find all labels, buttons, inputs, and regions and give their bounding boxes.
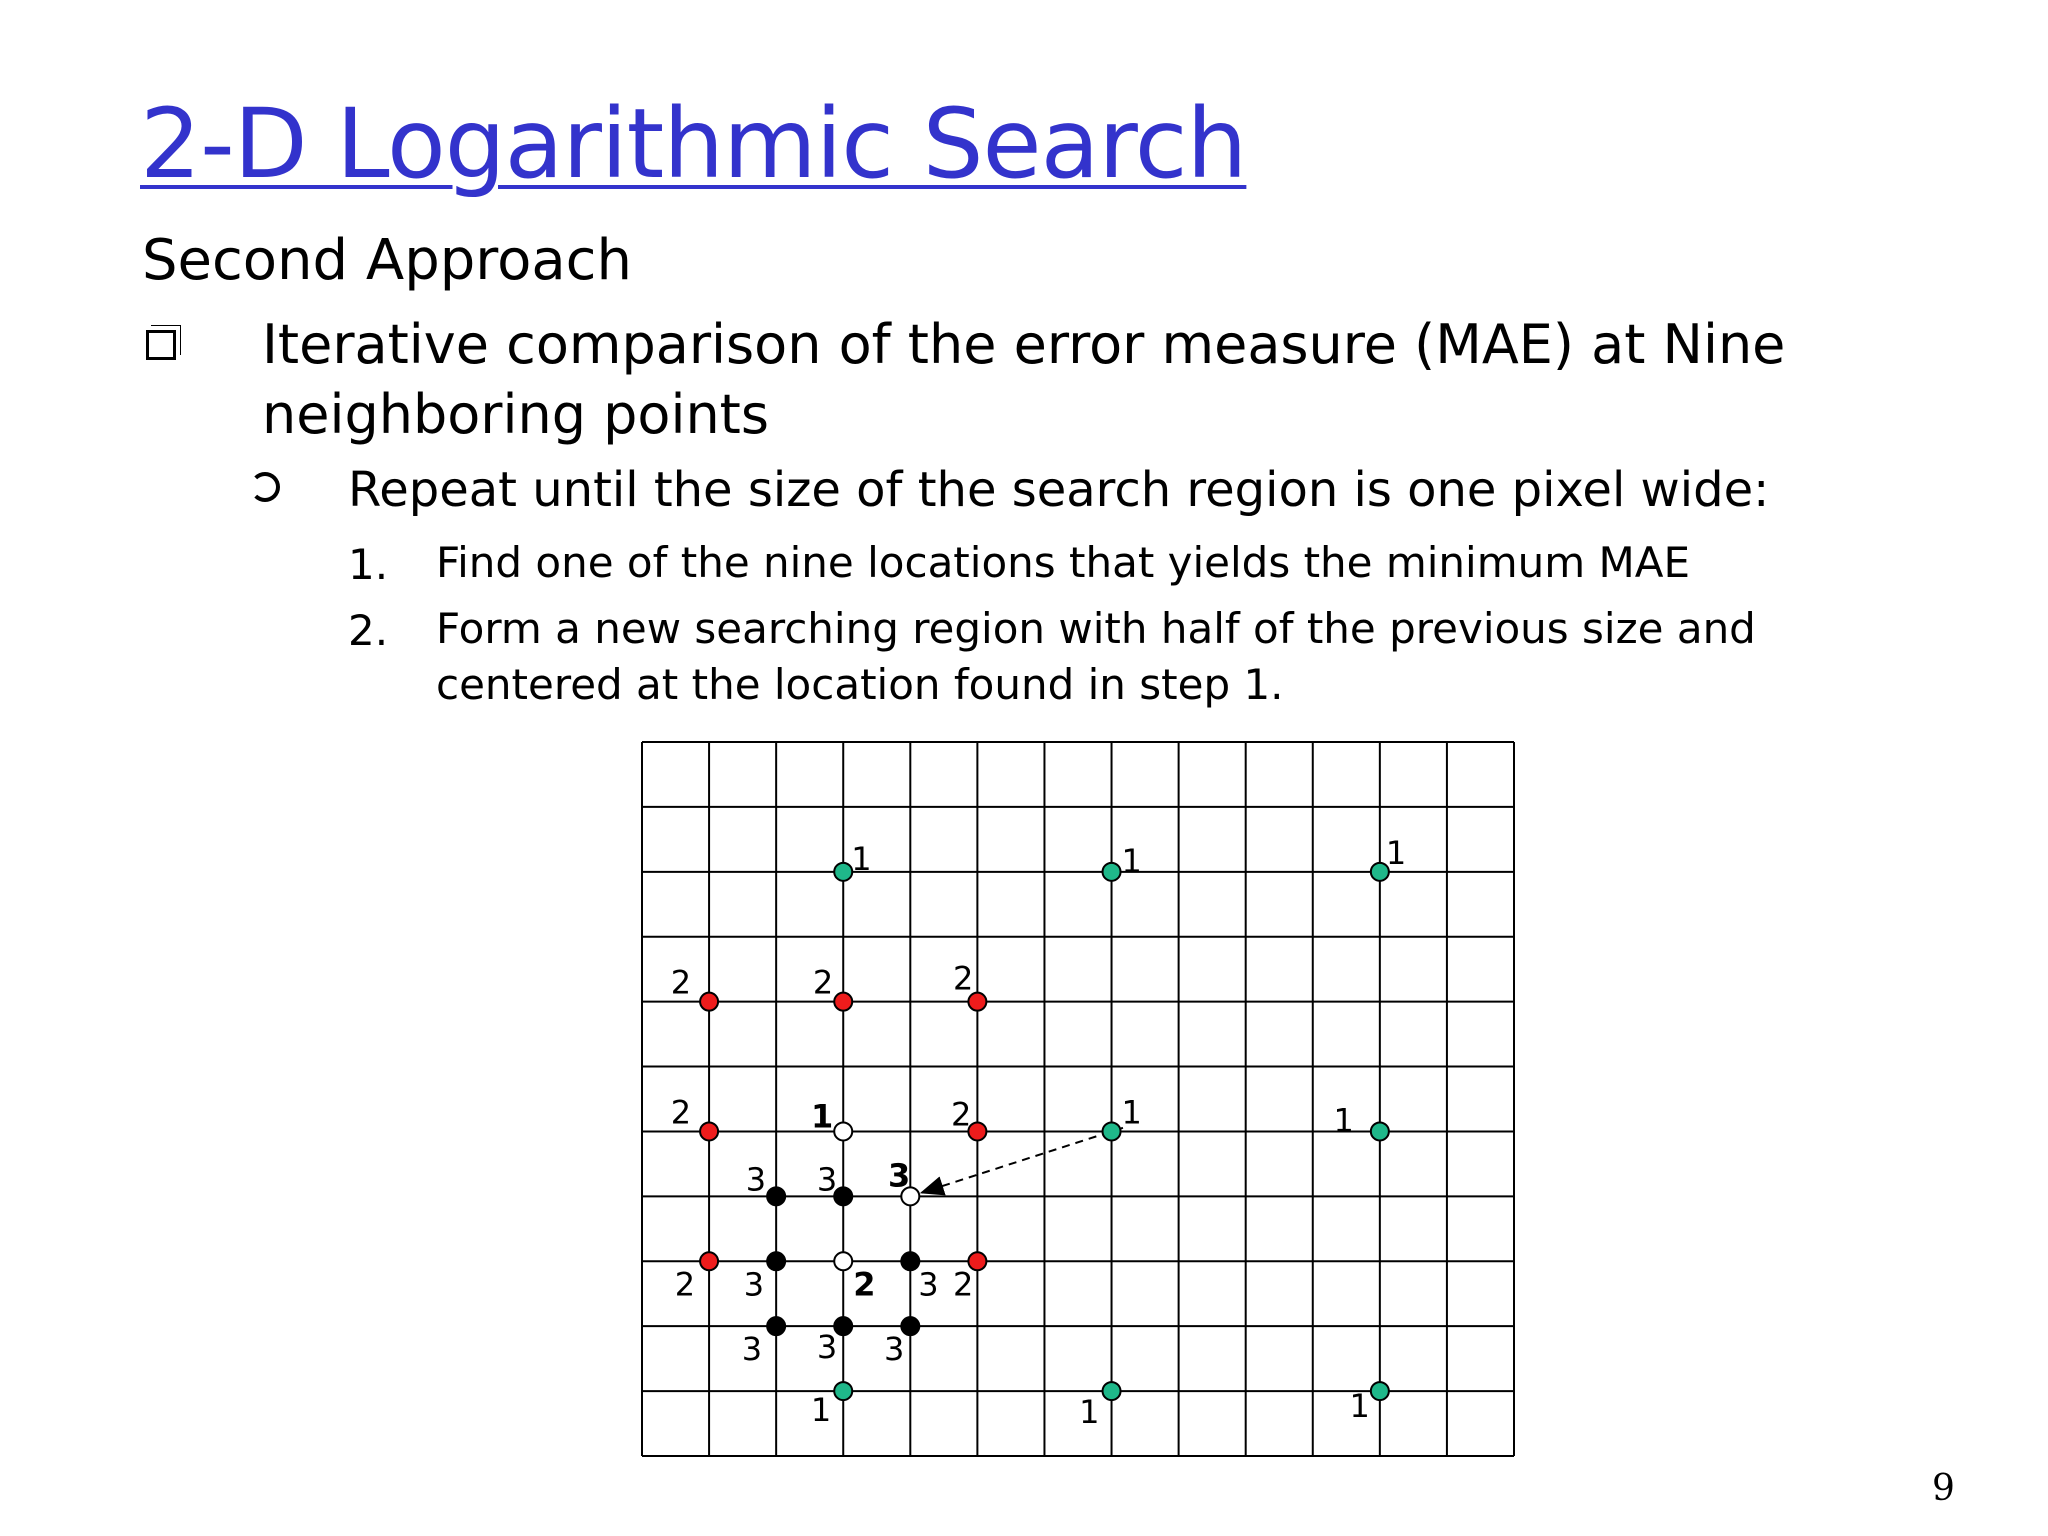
- search-point-step3: [767, 1317, 785, 1335]
- bullet-text-level1: Iterative comparison of the error measure (MAE) at Nine neighboring points: [262, 313, 1786, 446]
- search-point-step1: [1103, 863, 1121, 881]
- point-label: 1: [810, 1097, 834, 1136]
- search-point-step2: [700, 1252, 718, 1270]
- step-number: 1.: [348, 540, 389, 589]
- point-label: 3: [816, 1160, 838, 1199]
- point-label: 3: [745, 1160, 767, 1199]
- point-label: 3: [888, 1156, 911, 1195]
- search-point-step1: [1371, 1382, 1389, 1400]
- point-label: 2: [953, 959, 974, 998]
- point-label: 2: [670, 1093, 692, 1132]
- point-label: 3: [743, 1265, 765, 1304]
- point-label: 3: [918, 1265, 939, 1304]
- point-label: 2: [674, 1265, 696, 1304]
- search-point-step1: [1103, 1382, 1121, 1400]
- search-point-step3: [901, 1252, 919, 1270]
- point-label: 1: [851, 839, 872, 878]
- point-label: 1: [810, 1391, 832, 1430]
- point-label: 2: [853, 1265, 876, 1304]
- point-label: 1: [1333, 1101, 1354, 1140]
- search-point-step1: [1103, 1122, 1121, 1140]
- bullet-text-level2: Repeat until the size of the search region is one pixel wide:: [348, 462, 1770, 518]
- step-text: Find one of the nine locations that yields the minimum MAE: [436, 538, 1691, 587]
- search-point-step1: [834, 863, 852, 881]
- search-point-step3: [767, 1252, 785, 1270]
- search-point-chosen: [834, 1122, 852, 1140]
- step-text: Form a new searching region with half of the previous size and centered at the location found in step 1.: [436, 604, 1756, 709]
- search-point-step3: [767, 1187, 785, 1205]
- search-arrow: [922, 1128, 1123, 1193]
- point-label: 1: [1121, 1093, 1142, 1132]
- point-label: 2: [953, 1265, 974, 1304]
- step-number: 2.: [348, 606, 389, 655]
- point-label: 2: [812, 963, 834, 1002]
- point-label: 1: [1079, 1393, 1100, 1432]
- point-label: 1: [1385, 833, 1407, 872]
- point-label: 2: [951, 1095, 972, 1134]
- search-point-step2: [700, 1122, 718, 1140]
- point-label: 2: [670, 963, 692, 1002]
- point-label: 3: [883, 1330, 905, 1369]
- point-label: 3: [741, 1330, 763, 1369]
- search-point-step1: [834, 1382, 852, 1400]
- slide-subtitle: Second Approach: [142, 228, 632, 293]
- point-label: 1: [1349, 1387, 1370, 1426]
- point-label: 3: [816, 1328, 838, 1367]
- page-number: 9: [1932, 1468, 1955, 1509]
- point-label: 1: [1121, 841, 1142, 880]
- slide-title: 2-D Logarithmic Search: [140, 88, 1247, 200]
- search-point-step1: [1371, 1122, 1389, 1140]
- search-point-step2: [834, 993, 852, 1011]
- search-point-step2: [700, 993, 718, 1011]
- search-point-chosen: [834, 1252, 852, 1270]
